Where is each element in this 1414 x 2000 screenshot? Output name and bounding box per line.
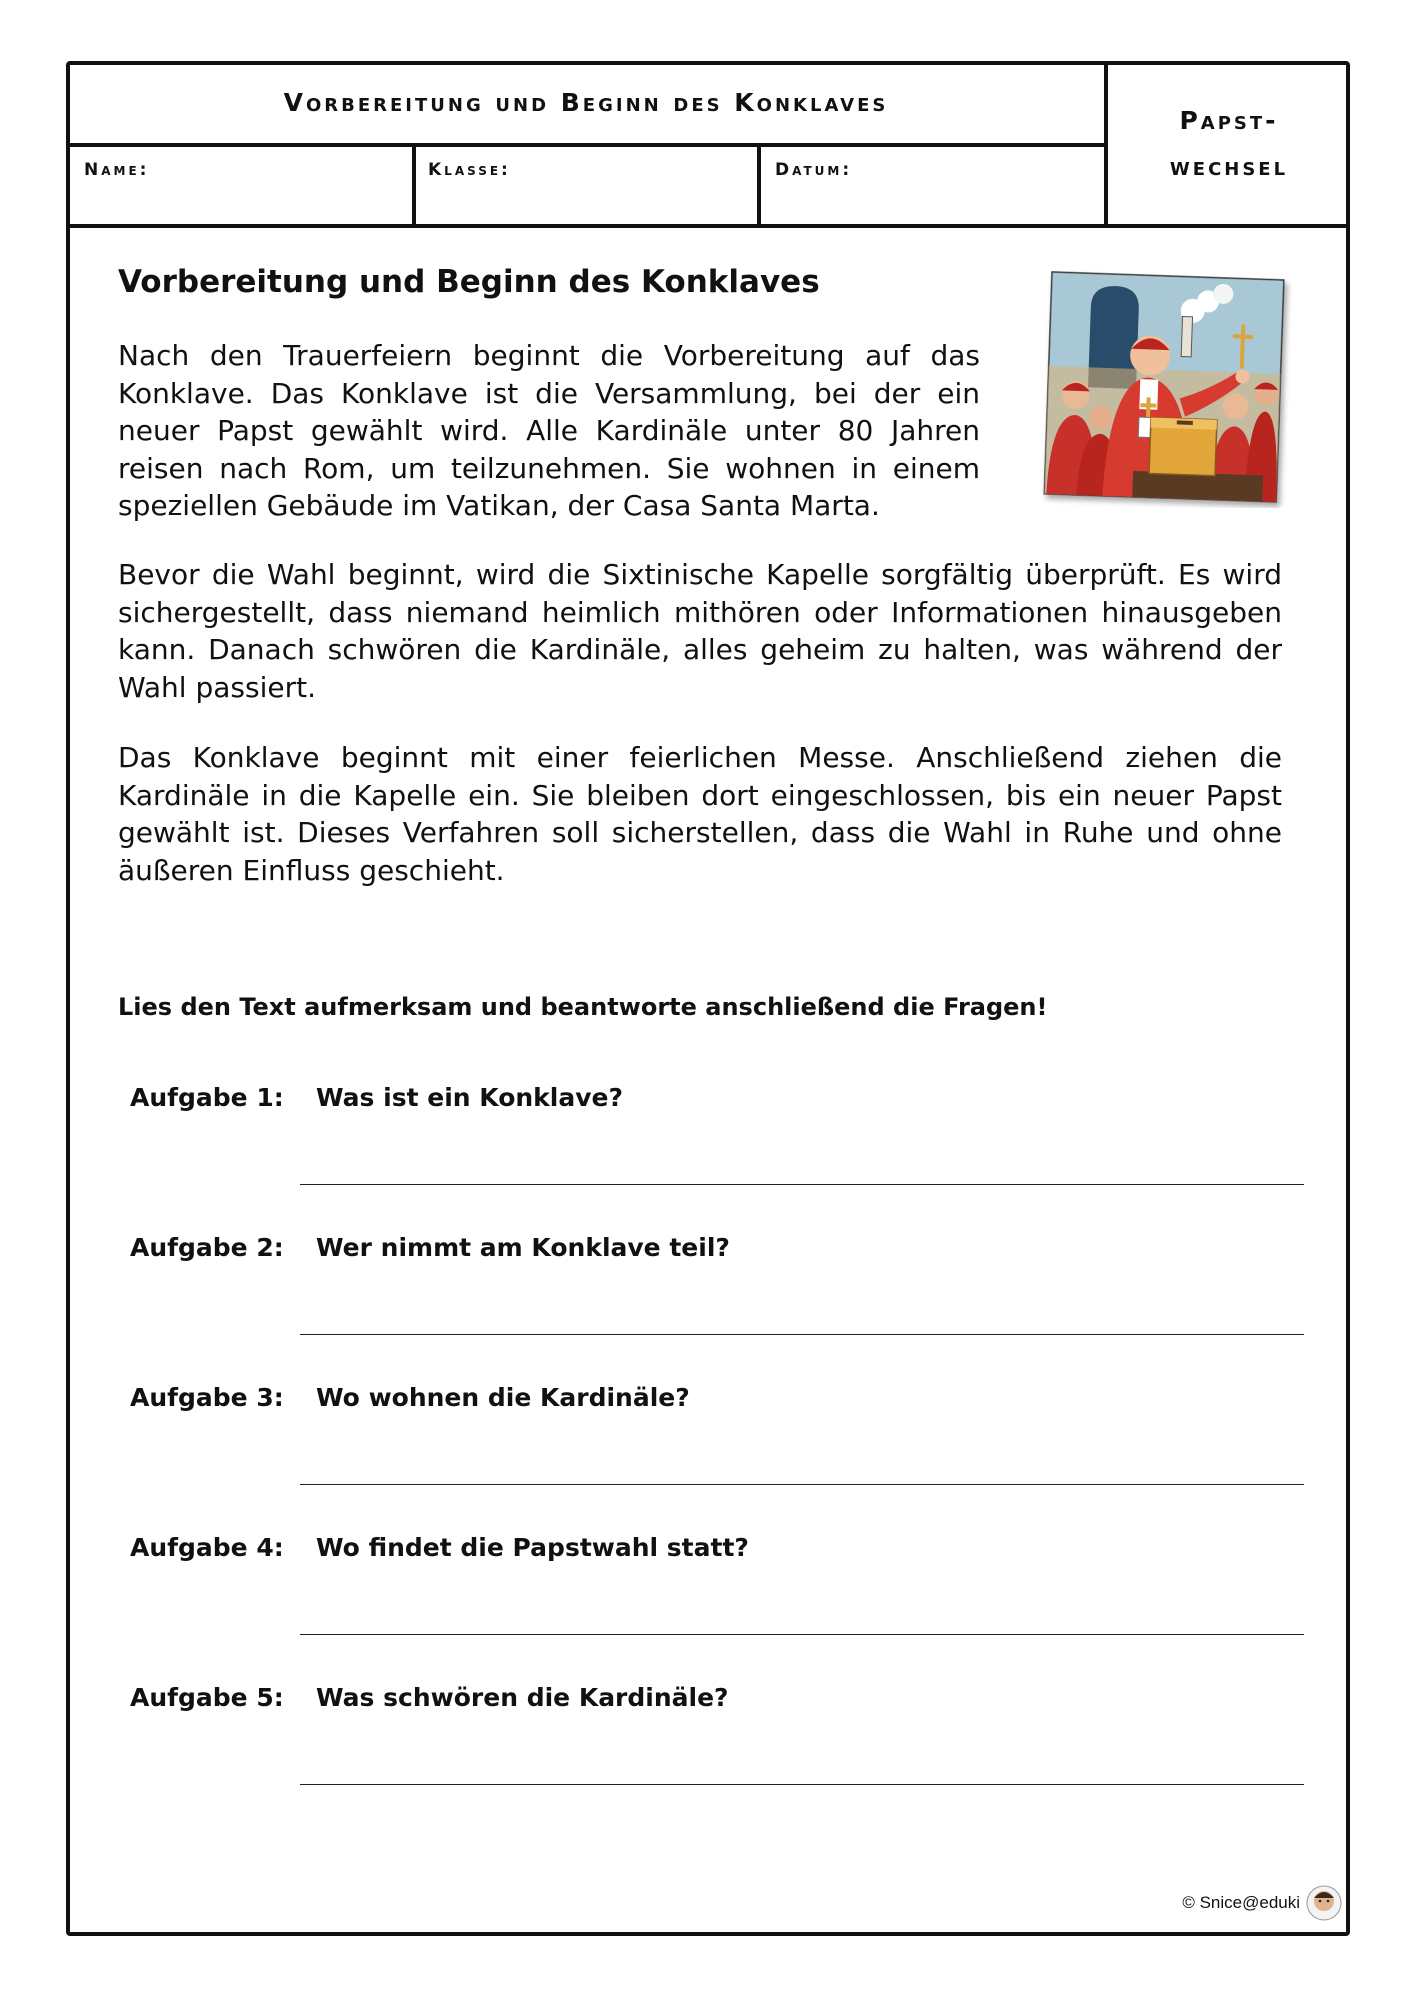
answer-line[interactable] <box>300 1634 1304 1635</box>
author-avatar-icon <box>1306 1883 1342 1923</box>
conclave-illustration <box>1040 270 1292 508</box>
task-question: Wo wohnen die Kardinäle? <box>316 1383 690 1412</box>
date-field-label: Datum: <box>775 160 853 180</box>
field-divider <box>757 147 761 226</box>
worksheet-title: Vorbereitung und Beginn des Konklaves <box>283 88 889 117</box>
class-field-label: Klasse: <box>428 160 511 180</box>
task-label: Aufgabe 1: <box>130 1083 284 1112</box>
task-label: Aufgabe 5: <box>130 1683 284 1712</box>
topic-label <box>1108 98 1350 190</box>
header-bottom-border <box>66 224 1350 228</box>
task-item <box>0 1383 1414 1533</box>
answer-line[interactable] <box>300 1334 1304 1335</box>
task-item <box>0 1083 1414 1233</box>
task-question: Wer nimmt am Konklave teil? <box>316 1233 730 1262</box>
task-item <box>0 1233 1414 1383</box>
paragraph-1: Nach den Trauerfeiern beginnt die Vorbereitung auf das Konklave. Das Konklave ist die Versammlung, bei der ein neuer Papst gewählt wird. Alle Kardinäle unter 80 Jahren reisen nach Rom, um teilzunehmen. Sie wohnen in einem speziellen Gebäude im Vatikan, der Casa Santa Marta. <box>118 339 980 522</box>
task-label: Aufgabe 2: <box>130 1233 284 1262</box>
task-question: Wo findet die Papstwahl statt? <box>316 1533 749 1562</box>
paragraph-2: Bevor die Wahl beginnt, wird die Sixtinische Kapelle sorgfältig überprüft. Es wird sichergestellt, dass niemand heimlich mithören oder Informationen hinausgeben kann. Danach schwören die Kardinäle, alles geheim zu halten, was während der Wahl passiert. <box>118 558 1282 704</box>
answer-line[interactable] <box>300 1184 1304 1185</box>
task-label: Aufgabe 4: <box>130 1533 284 1562</box>
task-item <box>0 1533 1414 1683</box>
answer-line[interactable] <box>300 1484 1304 1485</box>
task-item <box>0 1683 1414 1833</box>
text-heading: Vorbereitung und Beginn des Konklaves <box>118 264 820 300</box>
task-question: Was schwören die Kardinäle? <box>316 1683 729 1712</box>
answer-line[interactable] <box>300 1784 1304 1785</box>
paragraph-3: Das Konklave beginnt mit einer feierlichen Messe. Anschließend ziehen die Kardinäle in die Kapelle ein. Sie bleiben dort eingeschlossen, bis ein neuer Papst gewählt ist. Dieses Verfahren soll sicherstellen, dass die Wahl in Ruhe und ohne äußeren Einfluss geschieht. <box>118 741 1282 887</box>
task-label: Aufgabe 3: <box>130 1383 284 1412</box>
instruction-text: Lies den Text aufmerksam und beantworte anschließend die Fragen! <box>118 993 1048 1021</box>
topic-line-1: Papst- <box>1179 106 1279 135</box>
name-field-label: Name: <box>84 160 150 180</box>
field-divider <box>412 147 416 226</box>
topic-line-2: wechsel <box>1169 152 1289 181</box>
copyright-text: © Snice@eduki <box>1182 1893 1300 1912</box>
task-question: Was ist ein Konklave? <box>316 1083 623 1112</box>
